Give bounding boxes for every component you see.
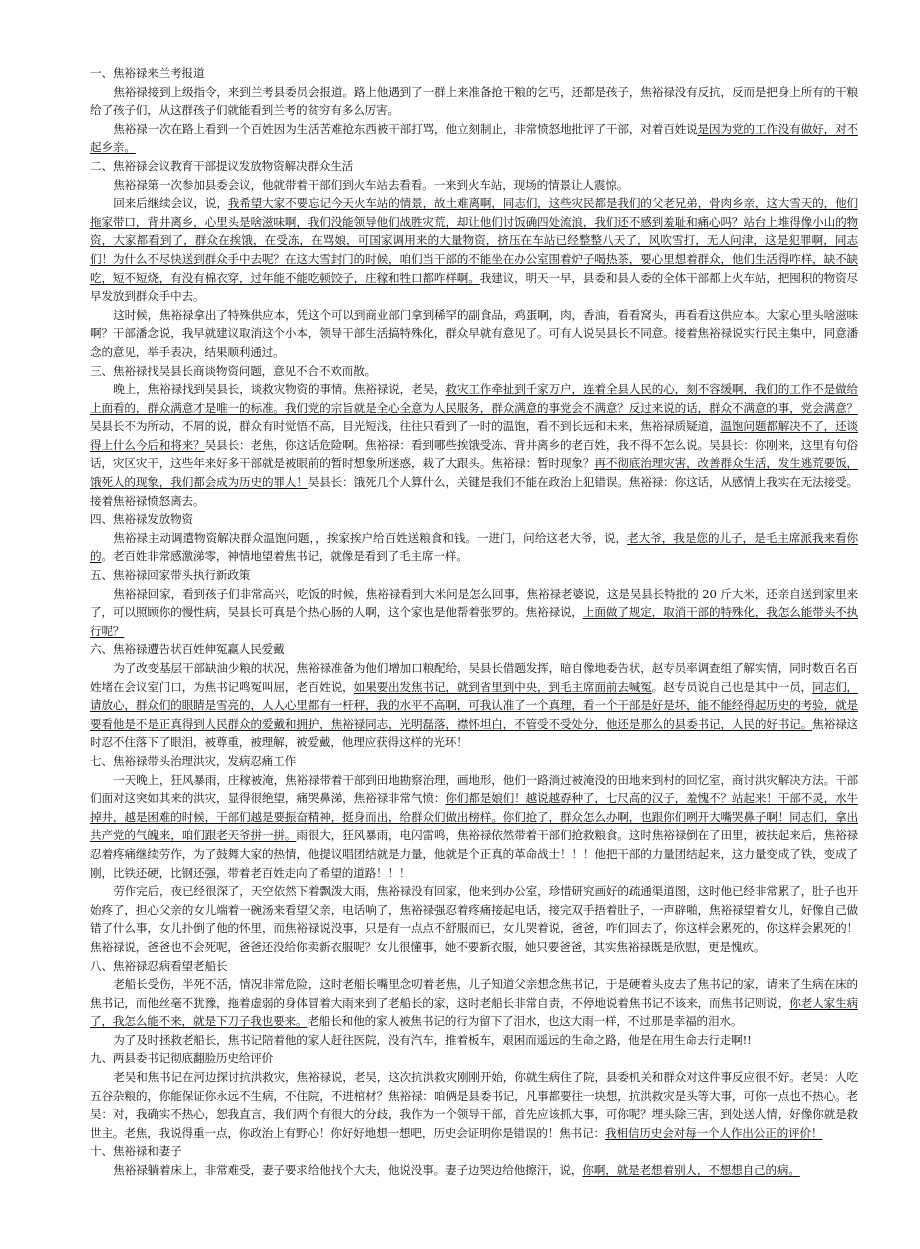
section-paragraph [90, 975, 858, 1031]
text-run: 老船长受伤，半死不活，情况非常危险，这时老船长嘴里念叨着老焦，儿子知道父亲想念焦书记，于是硬着头皮去了焦书记的家，请来了生病在床的焦书记，而他丝毫不犹豫，拖着虚弱的身体冒着大雨来到了老船长的家，这时老船长非常自责，不停地说着焦书记不该来，而焦书记则说， [90, 977, 858, 1010]
text-run: 回来后继续会议，说， [113, 196, 228, 211]
text-run: 焦裕禄这时忍不住落下了眼泪，被尊重，被理解，被爱戴，他理应获得这样的光环！ [90, 716, 858, 750]
underlined-quote: 我希望大家不要忘记今天火车站的情景，故土难离啊，同志们，这些灾民都是我们的父老兄弟，骨肉乡亲，这大雪天的，他们拖家带口，背井离乡，心里头是啥滋味啊，我们没能领导他们战胜灾荒，却让他们讨饭确四处流浪，我们还不感到羞耻和痛心吗？站台上堆得像小山的物资，大家都看到了，群众在挨饿，在受冻，在骂娘，可国家调用来的大量物资，挤压在车站已经整整八天了，风吹雪打，无人问津，这是犯罪啊，同志们！为什么不尽快送到群众手中去呢？在这大雪封门的时候，咱们当干部的不能坐在办公室围着炉子喝热茶，要心里想着群众，他们生活得咋样，缺不缺吃，短不短烧，有没有棉衣穿，过年能不能吃顿饺子，庄稼和牲口都咋样啊。 [90, 196, 858, 285]
underlined-quote: 再不彻底治理灾害，改善群众生活，发生逃荒要饭，饿死人的现象，我们都会成为历史的罪人！ [90, 456, 858, 490]
text-run: 。赵专员说自己也是其中一员， [651, 679, 813, 694]
underlined-quote: 救灾工作牵扯到千家万户，连着全县人民的心，刻不容缓啊，我们的工作不是做给上面看的，群众满意才是唯一的标准。我们党的宗旨就是全心全意为人民服务，群众满意的事党会不满意？反过来说的话，群众不满意的事，党会满意？ [90, 382, 858, 415]
section-paragraph [90, 83, 858, 120]
section-heading: 九、两县委书记彻底翻脸历史给评价 [90, 1051, 274, 1066]
section-heading: 三、焦裕禄找吴县长商谈物资问题，意见不合不欢而散。 [90, 363, 377, 378]
section-heading: 十、焦裕禄和妻子 [90, 1144, 182, 1159]
text-run: 我建议，明天一早，县委和县人委的全体干部都上火车站，把囤积的物资尽早发放到群众手中去。 [90, 270, 858, 304]
text-run: 吴县长不为所动，不屑的说，群众有时觉悟不高，目光短浅，往往只看到了一时的温饱，看不到长远和未来，焦裕禄质疑道， [90, 419, 721, 434]
text-run: 晚上，焦裕禄找到吴县长，谈救灾物资的事情。焦裕禄说，老吴， [113, 382, 446, 397]
section-paragraph [90, 176, 858, 195]
section-paragraph [90, 529, 858, 566]
section-paragraph [90, 380, 858, 510]
underlined-quote: 我相信历史会对每一个人作出公正的评价！ [604, 1125, 823, 1140]
text-run: 焦裕禄接到上级指令，来到兰考县委员会报道。路上他遇到了一群上来准备抢干粮的乞丐，还都是孩子，焦裕禄没有反抗，反而是把身上所有的干粮给了孩子们，从这群孩子们就能看到兰考的贫穷有多么厉害。 [90, 84, 858, 118]
underlined-quote: 上面做了规定，取消干部的特殊化，我怎么能带头不执行呢？ [90, 605, 858, 638]
section-paragraph [90, 120, 858, 157]
underlined-quote: 如果要出发焦书记，就到省里到中央，到毛主席面前去喊冤 [353, 679, 652, 694]
text-run: 焦裕禄躺着床上，非常难受，妻子要求给他找个大夫，他说没事。妻子边哭边给他擦汗，说， [113, 1163, 583, 1178]
underlined-quote: 你啊，就是老想着别人，不想想自己的病。 [582, 1163, 800, 1178]
text-run: 吴县长：老焦，你这话危险啊。焦裕禄：看到哪些挨饿受冻、背井离乡的老百姓，我不得不怎么说。吴县长：你刚来，这里有句俗话，灾区灾干，这些年来好多干部就是被眼前的暂时想象所迷惑，栽了大跟头。焦裕禄：暂时现象？ [90, 437, 858, 471]
section-paragraph [90, 1161, 858, 1180]
section-heading: 一、焦裕禄来兰考报道 [90, 66, 205, 80]
text-run: 老船长和他的家人被焦书记的行为留下了泪水，也这大雨一样，不过那是幸福的泪水。 [307, 1014, 743, 1029]
underlined-quote: 你老人家生病了，我怎么能不来，就是下刀子我也要来。 [90, 995, 858, 1029]
text-run: 吴县长：饿死几个人算什么，关键是我们不能在政治上犯错误。焦裕禄：你这话，从感情上我实在无法接受。接着焦裕禄愤怒离去。 [90, 475, 858, 508]
text-run: 为了及时拯救老船长，焦书记陪着他的家人赶往医院，没有汽车，推着板车，艰困而遥远的生命之路，他是在用生命去行走啊!! [113, 1032, 752, 1047]
section-heading: 二、焦裕禄会议教育干部提议发放物资解决群众生活 [90, 158, 354, 173]
text-run: 这时候，焦裕禄拿出了特殊供应本，凭这个可以到商业部门拿到稀罕的副食品，鸡蛋啊，肉，香油，看看窝头，再看看这供应本。大家心里头啥滋味啊？干部潘念说，我早就建议取消这个小本，领导干部生活搞特殊化，群众早就有意见了。可有人说吴县长不同意。接着焦裕禄说实行民主集中，同意潘念的意见，举手表决，结果顺利通过。 [90, 307, 858, 359]
section-paragraph [90, 1031, 858, 1050]
section-paragraph [90, 659, 858, 752]
section-heading: 六、焦裕禄遭告状百姓伸冤赢人民爱戴 [90, 642, 285, 657]
text-run: 雨很大，狂风暴雨，电闪雷鸣，焦裕禄依然带着干部们抢救粮食。这时焦裕禄倒在了田里，被扶起来后，焦裕禄忍着疼痛继续劳作，为了鼓舞大家的热情，他提议唱团结就是力量，他就是个正真的革命战士！！！他把干部的力量团结起来，这力量变成了铁，变成了刚，比铁还硬，比钢还强，带着老百姓走向了希望的道路！！！ [90, 828, 859, 880]
section-heading: 四、焦裕禄发放物资 [90, 512, 193, 527]
underlined-quote: 是因为党的工作没有做好，对不起乡亲。 [90, 121, 859, 155]
text-run: 劳作完后，夜已经很深了，天空依然下着飘泼大雨，焦裕禄没有回家，他来到办公室，珍惜研究画好的疏通渠道图，这时他已经非常累了，肚子也开始疼了，担心父亲的女儿端着一碗汤来看望父亲，电话响了，焦裕禄强忍着疼痛接起电话，接完双手捂着肚子，一声辟啪，焦裕禄望着女儿，好像自己做错了什么事，女儿扑倒了他的怀里，而焦裕禄说没事，只是有一点点不舒服而已，女儿哭着说，爸爸，咋们回去了，你这样会累死的，你这样会累死的！焦裕禄说，爸爸也不会死呢，爸爸还没给你卖新衣服呢？女儿很懂事，她不要新衣服，她只要爸爸，其实焦裕禄既是欣慰，更是愧疚。 [90, 884, 858, 954]
section-paragraph [90, 306, 858, 362]
text-run: 。老百姓非常感激涕零，神情地望着焦书记，就像是看到了毛主席一样。 [101, 549, 468, 564]
text-run: 老吴和焦书记在河边探讨抗洪救灾，焦裕禄说，老吴，这次抗洪救灾刚刚开始，你就生病住了院，县委机关和群众对这件事反应很不好。老吴：人吃五谷杂粮的，你能保证你永远不生病，不住院，不进棺材？焦裕禄：咱俩是县委书记，凡事都要往一块想，抗洪救灾是头等大事，可你一点也不热心。老吴：对，我确实不热心，恕我直言，我们两个有很大的分歧，我作为一个领导干部，首先应该抓大事，可你呢？埋头除三害，到处送人情，好像你就是救世主。老焦，我说得重一点，你政治上有野心！你好好地想一想吧，历史会证明你是错误的！焦书记： [90, 1070, 858, 1140]
underlined-quote: 同志们，请放心，群众们的眼睛是雪亮的，人人心里都有一杆秤，我的水平不高啊，可我认准了一个真理，看一个干部是好是坏，能不能经得起历史的考验，就是要看他是不是正真得到人民群众的爱戴和拥护，焦裕禄同志，光明磊落，襟怀坦白，不管受不受处分，他还是那么的县委书记，人民的好书记。 [90, 679, 858, 731]
section-paragraph [90, 882, 858, 956]
section-heading: 八、焦裕禄忍病看望老船长 [90, 958, 228, 973]
underlined-quote: 老大爷，我是您的儿子，是毛主席派我来看你的 [90, 530, 858, 564]
section-heading: 七、焦裕禄带头治理洪灾，发病忍痛工作 [90, 753, 296, 768]
text-run: 焦裕禄主动调遣物资解决群众温饱问题，，挨家挨户给百姓送粮食和钱。一进门，问给这老大爷，说， [113, 530, 628, 545]
section-paragraph [90, 771, 858, 883]
section-paragraph [90, 194, 858, 306]
section-paragraph [90, 1068, 858, 1142]
text-run: 为了改变基层干部缺油少粮的状况，焦裕禄准备为他们增加口粮配给，吴县长借题发挥，暗自像地委告状，赵专员率调查组了解实情，同时数百名百姓堵在会议室门口，为焦书记鸣冤叫屈，老百姓说， [90, 661, 858, 694]
section-paragraph [90, 585, 858, 641]
text-run: 一天晚上，狂风暴雨，庄稼被淹，焦裕禄带着干部到田地勘察治理，画地形，他们一路淌过被淹没的田地来到村的回忆室，商讨洪灾解决方法。干部们面对这突如其来的洪灾，显得很绝望，痛哭鼻涕，焦裕禄非常气愤： [90, 772, 858, 806]
text-run: 焦裕禄第一次参加县委会议，他就带着干部们到火车站去看看。一来到火车站，现场的情景让人震惊。 [113, 177, 629, 192]
underlined-quote: 你们都是娘们！越说越孬种了，七尺高的汉子，羞愧不？站起来！干部不灵，水牛掉井，越是困难的时候，干部们越是要振奋精神，挺身而出，给群众们做出榜样。你们抢了，群众怎么办啊，也跟你们咧开大嘴哭鼻子啊！同志们，拿出共产党的气魄来，咱们跟老天爷拼一拼。 [90, 791, 859, 843]
section-heading: 五、焦裕禄回家带头执行新政策 [90, 568, 251, 583]
text-run: 焦裕禄回家，看到孩子们非常高兴，吃饭的时候，焦裕禄看到大米问是怎么回事，焦裕禄老婆说，这是吴县长特批的 20 斤大米，还亲自送到家里来了，可以照顾你的慢性病，吴县长可真是个热心肠的人啊，这个家也是他帮着张罗的。焦裕禄说， [90, 586, 858, 620]
text-run: 焦裕禄一次在路上看到一个百姓因为生活苦难抢东西被干部打骂，他立刻制止，非常愤怒地批评了干部，对着百姓说 [113, 121, 698, 136]
underlined-quote: 温饱问题都解决不了，还谈得上什么今后和将来？ [90, 419, 858, 452]
